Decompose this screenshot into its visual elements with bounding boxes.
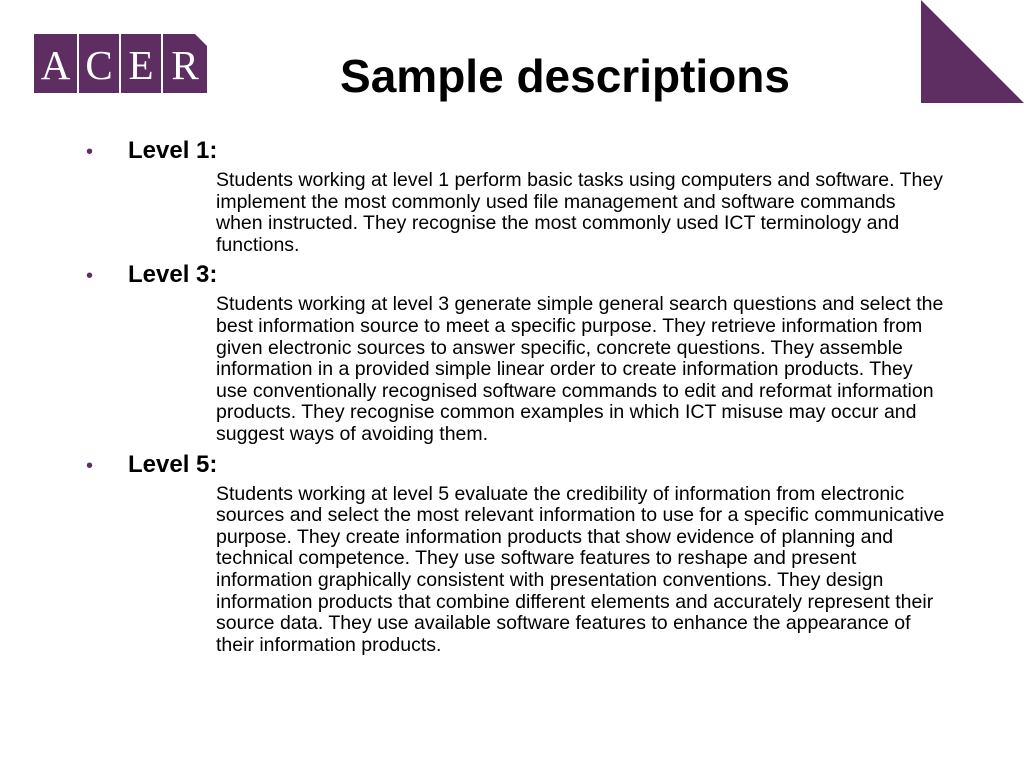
page-title: Sample descriptions [340,50,790,102]
logo-box-e [121,34,161,93]
logo-letter: C [85,42,113,88]
level-heading [84,450,964,484]
level-description: Students working at level 3 generate simple general search questions and select the best information source to meet a specific purpose. They retrieve information from given electronic sources to answer specific, concrete questions. They assemble information in a provided simple linear order to create information products. They use conventionally recognised software commands to edit and reformat information products. They recognise common examples in which ICT misuse may occur and suggest ways of avoiding them. [216,293,944,445]
list-item [84,450,964,657]
level-title: Level 5: [128,450,218,478]
level-title: Level 3: [128,261,218,289]
logo-box-r [163,34,207,93]
logo-letter: A [40,42,71,88]
level-description: Students working at level 5 evaluate the credibility of information from electronic sources and select the most relevant information to use for a specific communicative purpose. They create information products that show evidence of planning and technical competence. They use software features to reshape and present information graphically consistent with presentation conventions. They design information products that combine different elements and accurately represent their source data. They use available software features to enhance the appearance of their information products. [216,482,945,656]
bullet-icon: • [86,454,94,477]
level-title: Level 1: [128,137,218,164]
list-item [84,136,964,256]
list-item [84,260,964,445]
logo-box-c [79,34,119,93]
level-heading [84,136,964,170]
level-heading [84,260,964,294]
acer-logo [34,34,209,93]
bullet-icon: • [86,265,94,288]
logo-letter: E [128,42,154,88]
corner-triangle-decoration [921,0,1024,103]
bullet-icon: • [86,141,94,163]
logo-folded-corner [195,34,207,46]
level-description: Students working at level 1 perform basic tasks using computers and software. They implement the most commonly used file management and software commands when instructed. They recognise the most commonly used ICT terminology and functions. [216,169,943,256]
level-list [84,136,964,660]
logo-letter: R [171,42,199,88]
logo-box-a [34,34,77,93]
